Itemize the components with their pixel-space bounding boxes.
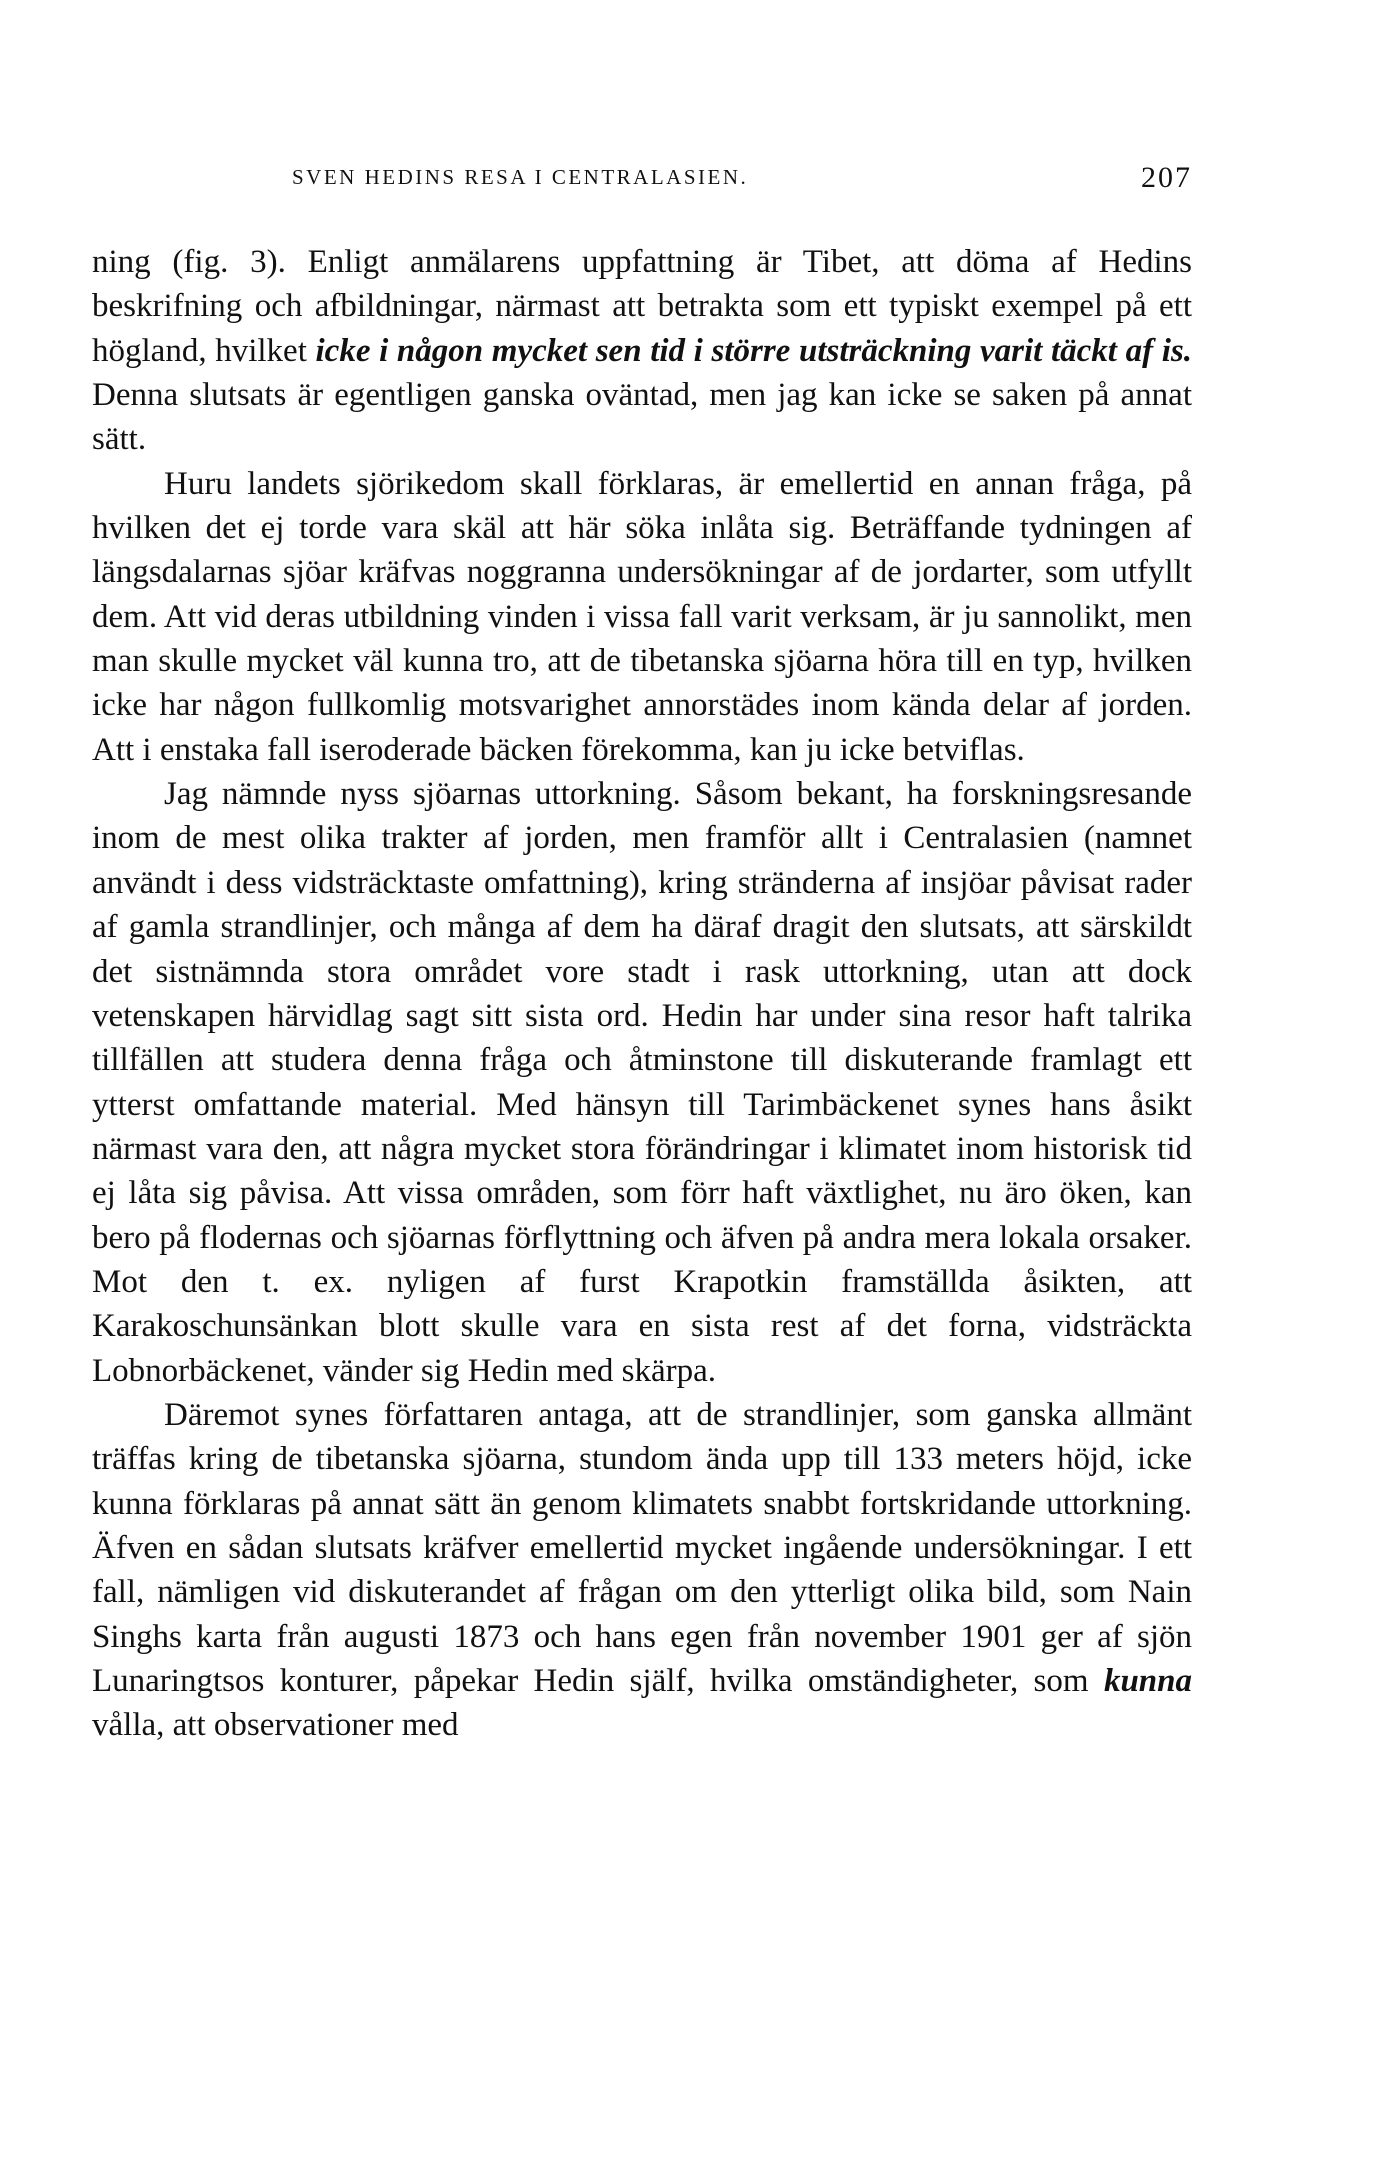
paragraph-1 [92,240,1192,462]
emphasis-span: kunna [1103,1663,1192,1699]
body-text [92,240,1192,1748]
paragraph-2 [92,462,1192,772]
text-span: Jag nämnde nyss sjöarnas uttorkning. Såsom bekant, ha forskningsresande inom de mest olika trakter af jorden, men framför allt i Centralasien (namnet användt i dess vidsträcktaste omfattning), kring stränderna af insjöar påvisat rader af gamla strandlinjer, och många af dem ha däraf dragit den slutsats, att särskildt det sistnämnda stora området vore stadt i rask uttorkning, utan att dock vetenskapen härvidlag sagt sitt sista ord. Hedin har under sina resor haft talrika tillfällen att studera denna fråga och åtminstone till diskuterande framlagt ett ytterst omfattande material. Med hänsyn till Tarimbäckenet synes hans åsikt närmast vara den, att några mycket stora förändringar i klimatet inom historisk tid ej låta sig påvisa. Att vissa områden, som förr haft växtlighet, nu äro öken, kan bero på flodernas och sjöarnas förflyttning och äfven på andra mera lokala orsaker. Mot den t. ex. nyligen af furst Krapotkin framställda åsikten, att Karakoschunsänkan blott skulle vara en sista rest af det forna, vidsträckta Lobnorbäckenet, vänder sig Hedin med skärpa. [92,776,1192,1389]
paragraph-3 [92,772,1192,1393]
text-span: vålla, att observationer med [92,1707,459,1744]
emphasis-span: icke i någon mycket sen tid i större utsträckning varit täckt af is. [315,332,1193,369]
running-title: SVEN HEDINS RESA I CENTRALASIEN. [292,165,749,189]
text-span: Däremot synes författaren antaga, att de strandlinjer, som ganska allmänt träffas kring de tibetanska sjöarna, stundom ända upp till 133 meters höjd, icke kunna förklaras på annat sätt än genom klimatets snabbt fortskridande uttorkning. Äfven en sådan slutsats kräfver emellertid mycket ingående undersökningar. I ett fall, nämligen vid diskuterandet af frågan om den ytterligt olika bild, som Nain Singhs karta från augusti 1873 och hans egen från november 1901 ger af sjön Lunaringtsos konturer, påpekar Hedin själf, hvilka omständigheter, som [92,1396,1192,1699]
text-span: Huru landets sjörikedom skall förklaras, är emellertid en annan fråga, på hvilken det ej torde vara skäl att här söka inlåta sig. Beträffande tydningen af längsdalarnas sjöar kräfvas noggranna undersökningar af de jordarter, som utfyllt dem. Att vid deras utbildning vinden i vissa fall varit verksam, är ju sannolikt, men man skulle mycket väl kunna tro, att de tibetanska sjöarna höra till en typ, hvilken icke har någon fullkomlig motsvarighet annorstädes inom kända delar af jorden. Att i enstaka fall iseroderade bäcken förekomma, kan ju icke betviflas. [92,465,1192,768]
text-span: ning (fig. 3). Enligt anmälarens uppfattning är Tibet, att döma af Hedins beskrifning och afbildningar, närmast att betrakta som ett typiskt exempel på ett högland, hvilket [92,244,1192,369]
running-head [92,161,1192,205]
text-span: Denna slutsats är egentligen ganska oväntad, men jag kan icke se saken på annat sätt. [92,377,1192,458]
paragraph-4 [92,1393,1192,1748]
page-number: 207 [1141,161,1192,194]
